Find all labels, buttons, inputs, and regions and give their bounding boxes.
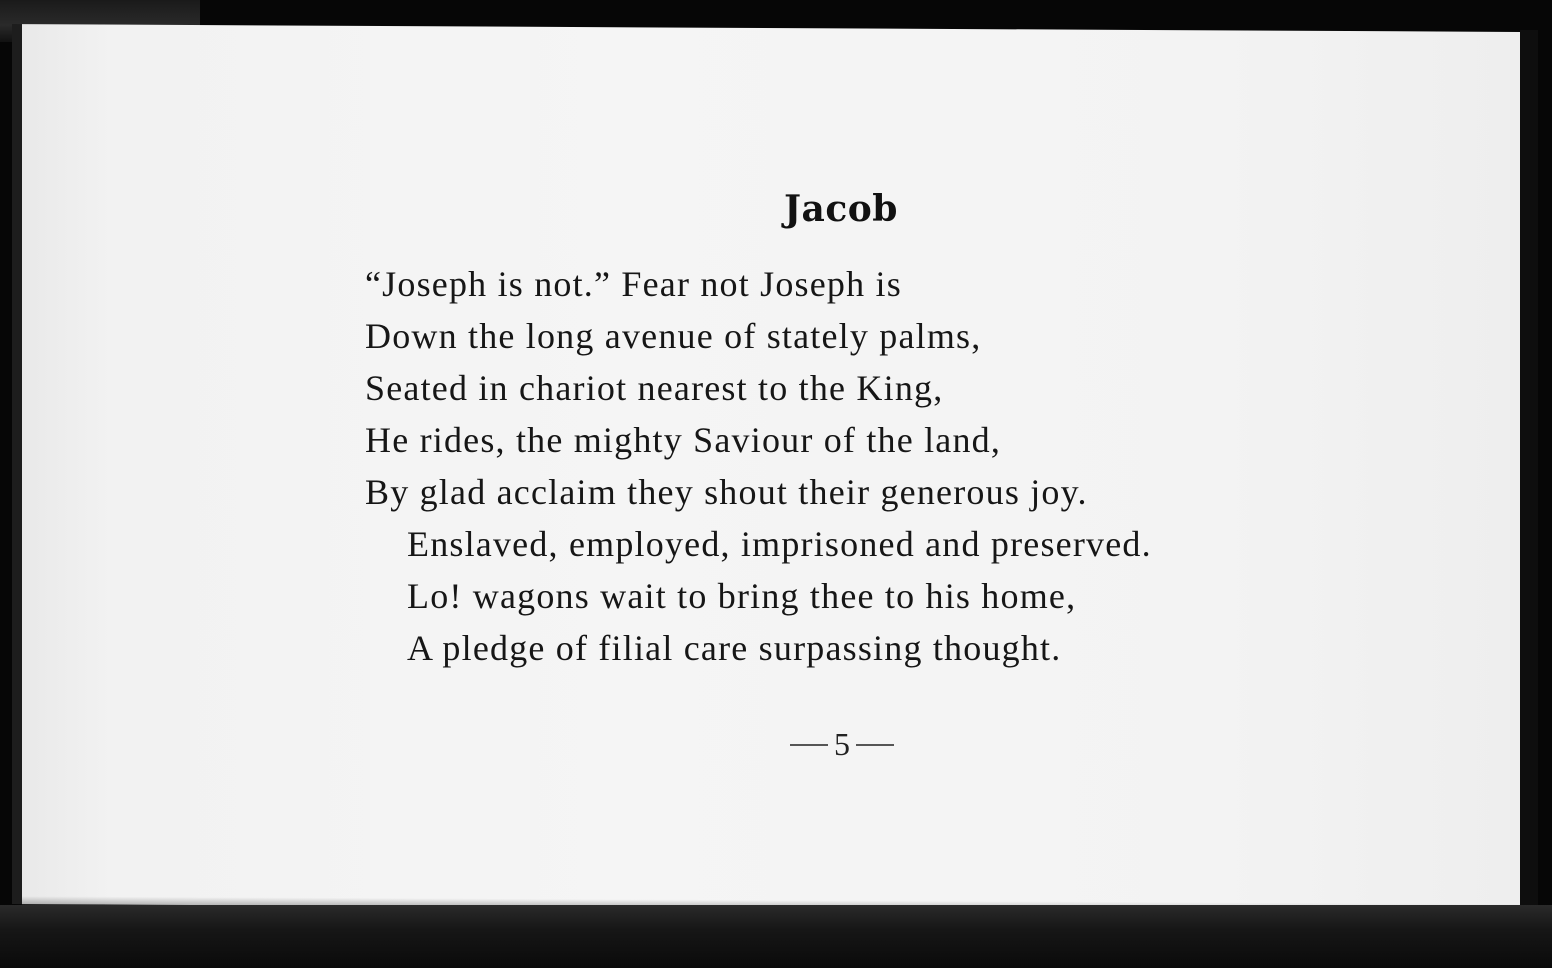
poem-line: Lo! wagons wait to bring thee to his home, <box>407 576 1077 616</box>
page-number-dash-left <box>790 744 828 746</box>
poem-line: Enslaved, employed, imprisoned and preserved. <box>407 524 1152 564</box>
poem-line: Seated in chariot nearest to the King, <box>365 368 944 408</box>
page-right-edge <box>1520 30 1538 910</box>
poem-line: Down the long avenue of stately palms, <box>365 316 982 356</box>
poem-title: Jacob <box>784 188 898 230</box>
film-strip-bottom <box>0 905 1552 968</box>
page-number <box>790 726 894 763</box>
poem-line: He rides, the mighty Saviour of the land, <box>365 420 1002 460</box>
poem-body <box>365 258 1152 674</box>
poem-line: “Joseph is not.” Fear not Joseph is <box>365 264 902 304</box>
page-number-dash-right <box>856 744 894 746</box>
poem-line: A pledge of filial care surpassing thought. <box>407 628 1062 668</box>
poem-line: By glad acclaim they shout their generous joy. <box>365 472 1088 512</box>
page-number-value: 5 <box>834 726 850 762</box>
